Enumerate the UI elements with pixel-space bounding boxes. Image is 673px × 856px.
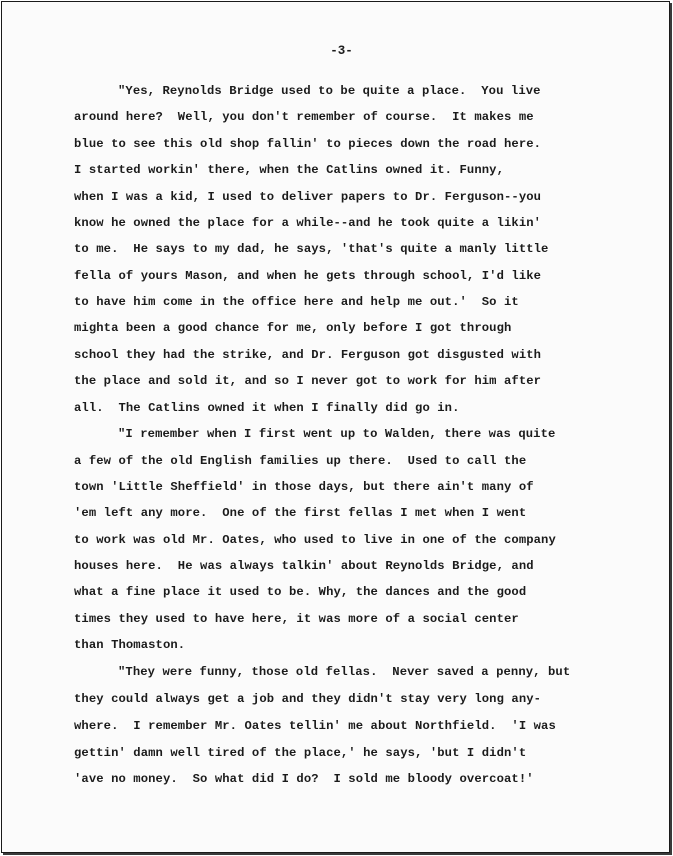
text-line: to have him come in the office here and help me out.' So it xyxy=(74,295,519,309)
text-line: 'ave no money. So what did I do? I sold me bloody overcoat!' xyxy=(74,772,534,786)
page-number: -3- xyxy=(330,44,353,58)
text-line: what a fine place it used to be. Why, the dances and the good xyxy=(74,585,527,599)
text-line: "I remember when I first went up to Walden, there was quite xyxy=(118,427,556,441)
text-line: houses here. He was always talkin' about Reynolds Bridge, and xyxy=(74,559,534,573)
text-line: I started workin' there, when the Catlins owned it. Funny, xyxy=(74,163,504,177)
text-line: times they used to have here, it was more of a social center xyxy=(74,612,519,626)
text-line: 'em left any more. One of the first fellas I met when I went xyxy=(74,506,527,520)
text-line: where. I remember Mr. Oates tellin' me about Northfield. 'I was xyxy=(74,719,556,733)
text-line: they could always get a job and they didn't stay very long any- xyxy=(74,692,542,706)
text-line: the place and sold it, and so I never got to work for him after xyxy=(74,374,542,388)
text-line: fella of yours Mason, and when he gets through school, I'd like xyxy=(74,269,542,283)
text-line: town 'Little Sheffield' in those days, but there ain't many of xyxy=(74,480,534,494)
text-line: around here? Well, you don't remember of course. It makes me xyxy=(74,110,534,124)
text-line: mighta been a good chance for me, only before I got through xyxy=(74,321,512,335)
text-line: than Thomaston. xyxy=(74,638,186,652)
text-line: all. The Catlins owned it when I finally did go in. xyxy=(74,401,460,415)
text-line: "Yes, Reynolds Bridge used to be quite a place. You live xyxy=(118,84,541,98)
text-line: blue to see this old shop fallin' to pieces down the road here. xyxy=(74,137,542,151)
text-line: "They were funny, those old fellas. Never saved a penny, but xyxy=(118,665,571,679)
text-line: when I was a kid, I used to deliver papers to Dr. Ferguson--you xyxy=(74,190,542,204)
text-line: gettin' damn well tired of the place,' he says, 'but I didn't xyxy=(74,746,527,760)
text-line: to me. He says to my dad, he says, 'that's quite a manly little xyxy=(74,242,549,256)
text-line: a few of the old English families up there. Used to call the xyxy=(74,454,527,468)
text-line: know he owned the place for a while--and he took quite a likin' xyxy=(74,216,542,230)
text-line: school they had the strike, and Dr. Ferguson got disgusted with xyxy=(74,348,542,362)
text-line: to work was old Mr. Oates, who used to live in one of the company xyxy=(74,533,556,547)
